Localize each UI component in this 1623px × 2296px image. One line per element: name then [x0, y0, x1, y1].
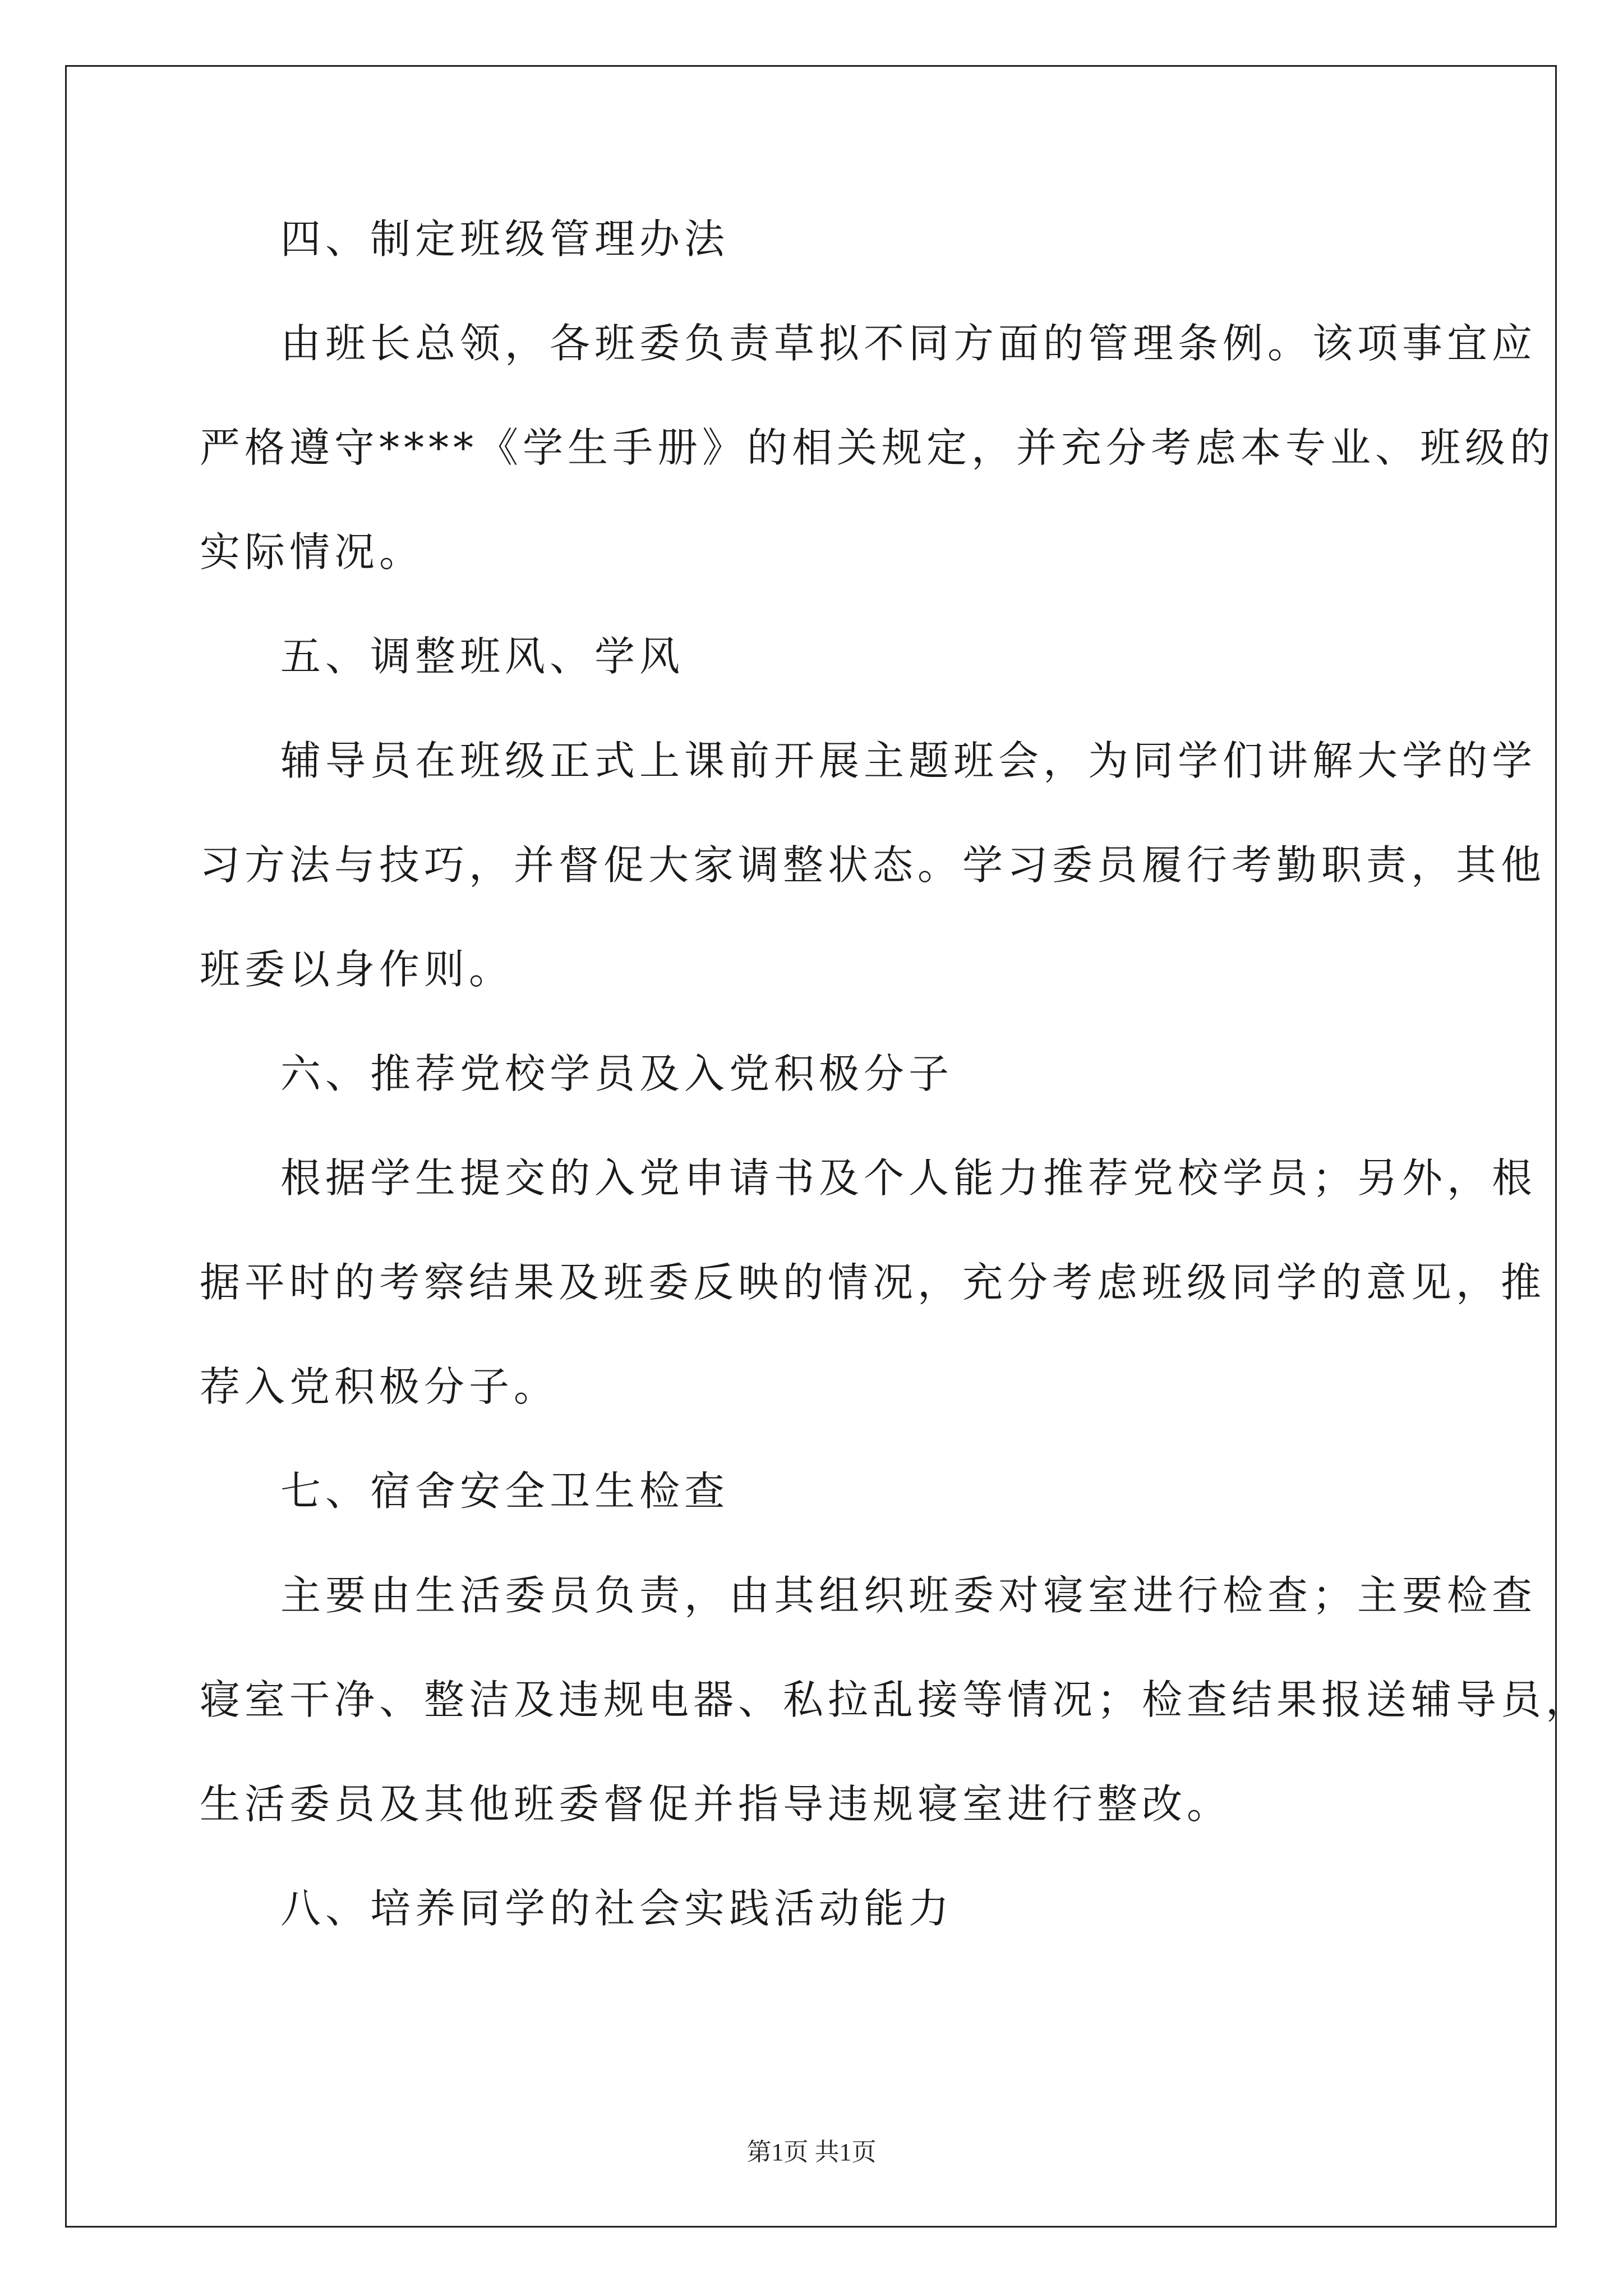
paragraph-line: 班委以身作则。 [200, 946, 514, 993]
section-heading: 八、培养同学的社会实践活动能力 [280, 1885, 954, 1932]
paragraph-line: 习方法与技巧，并督促大家调整状态。学习委员履行考勤职责，其他 [200, 841, 1546, 889]
paragraph-line: 辅导员在班级正式上课前开展主题班会，为同学们讲解大学的学 [280, 737, 1537, 784]
section-heading: 四、制定班级管理办法 [280, 215, 730, 263]
paragraph-line: 由班长总领，各班委负责草拟不同方面的管理条例。该项事宜应 [280, 320, 1537, 367]
section-heading: 七、宿舍安全卫生检查 [280, 1467, 730, 1515]
paragraph-line: 生活委员及其他班委督促并指导违规寝室进行整改。 [200, 1780, 1232, 1828]
paragraph-line: 荐入党积极分子。 [200, 1363, 559, 1410]
paragraph-line: 寝室干净、整洁及违规电器、私拉乱接等情况；检查结果报送辅导员， [200, 1676, 1591, 1723]
paragraph-line: 据平时的考察结果及班委反映的情况，充分考虑班级同学的意见，推 [200, 1259, 1546, 1306]
page-number-footer: 第1页 共1页 [746, 2138, 877, 2166]
paragraph-line: 根据学生提交的入党申请书及个人能力推荐党校学员；另外，根 [280, 1154, 1537, 1202]
paragraph-line: 严格遵守****《学生手册》的相关规定，并充分考虑本专业、班级的 [200, 424, 1555, 471]
paragraph-line: 主要由生活委员负责，由其组织班委对寝室进行检查；主要检查 [280, 1572, 1537, 1619]
section-heading: 六、推荐党校学员及入党积极分子 [280, 1050, 954, 1097]
section-heading: 五、调整班风、学风 [280, 633, 685, 680]
paragraph-line: 实际情况。 [200, 528, 425, 576]
